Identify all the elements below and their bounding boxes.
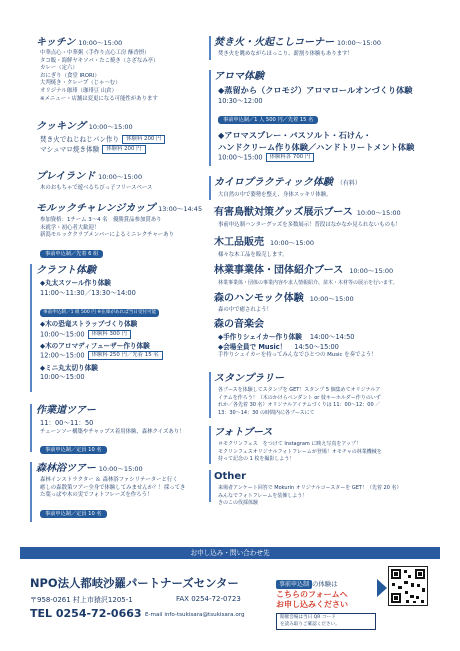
reservation-tag: 事前申込制 [276,580,312,589]
cooking-item: マシュマロ焼き体験 体験料 200 円 [40,145,211,155]
kitchen-line: おにぎり（食堂 IRORI） [40,72,100,79]
arrow-right-icon [377,579,387,597]
concert-line: 手作りシェイカーを持ってみんなでひとつの Music を奏でよう！ [218,352,377,359]
craft-item-label: ◆丸太スツール作り体験 [40,279,111,287]
pest-title: 有害鳥獣対策グッズ展示ブース [214,207,353,218]
kitchen-section [36,34,211,110]
challenge-section [36,200,211,256]
wood-section [214,236,446,262]
hammock-title: 森のハンモック体験 [214,293,304,304]
playland-title: プレイランド [36,171,96,182]
kitchen-line: 中華点心・中華粥（手作り点心工房 酥香摂） [40,50,150,56]
forest-line: 森林インストラクター ＆ 森林浴ファシリテーターと行く [40,477,178,483]
aroma-reservation-badge: 事前申込制／1 人 500 円／先着 15 名 [218,116,318,124]
photo-line: 持って記念の 1 枚を撮影しよう！ [218,456,295,463]
craft-item-time: 11:00～11:30／13:30～14:00 [40,288,136,297]
fire-divider [209,36,211,60]
stamp-line: 13：30～14：30 の時間内に各ブースにて [218,409,315,416]
kitchen-line: オリジナル珈琲（珈琲豆 山倉） [40,87,117,94]
chiro-line: 大自然の中で姿勢を整え、身体スッキリ体験。 [218,192,332,198]
contact-band: お申し込み・問い合わせ先 [20,547,440,559]
application-notice [276,571,376,630]
form-link-text: お申し込みください [276,600,348,609]
kitchen-line: タコ飯・海鮮ヤキソバ・たこ焼き（さざなみ亭） [40,57,159,64]
aroma-item-time: 10:30～12:00 [218,96,263,105]
forest-line: 癒しの森散策ツアー全身で体験してみませんか？！採ってき [40,484,186,491]
forestry-line: 林業事業体・団体の事業内容や求人情報紹介、苗木・木材等の展示を行います。 [218,280,398,286]
photo-section [214,424,446,466]
kitchen-line: カレー（定六） [40,65,78,72]
pest-time: 10:00～15:00 [356,209,401,217]
challenge-reservation-badge: 事前申込制／先着 6 組 [40,250,103,258]
challenge-time: 13:00～14:45 [158,205,203,213]
work-reservation-badge: 事前申込制／定員 10 名 [40,446,107,454]
hammock-time: 10:00～15:00 [309,295,354,303]
forestry-section [214,264,446,290]
chiro-section [214,174,446,202]
aroma-item-label: ハンドクリーム作り体験／ハンドトリートメント体験 [218,141,415,152]
aroma-item-time: 10:00～15:00 [218,153,263,162]
craft-reservation-badge: 事前申込制／1 組 500 円 ※在庫があれば当日受付可能 [40,309,159,317]
cooking-item: 焚き火でねじねじパン作り 体験料 200 円 [40,135,211,145]
aroma-section [214,68,446,168]
other-line: きのこの伐採体験 [218,500,259,507]
playland-line: 木のおもちゃで遊べるちびっ子フリースペース [40,185,153,191]
venue-note: 開催会場は当日 QR コード を読み取りご確認ください。 [276,613,376,630]
work-title: 作業道ツアー [36,405,96,416]
work-time: 11：00～11：50 [40,419,94,427]
concert-item-time: 14:00～14:50 [309,333,355,341]
craft-item-time: 12:00～15:00 [40,351,85,360]
concert-item-time: 14:50～15:00 [294,342,339,351]
challenge-line: 新潟モルッククラブメンバーによるミニレクチャーあり [40,232,174,239]
craft-item-label: ◆ミニ丸太切り体験 [40,363,98,372]
forest-title: 森林浴ツアー [36,463,96,474]
reservation-text: の体験は [312,580,338,588]
other-divider [209,470,211,502]
forest-line: た葉っぱや木の実でフォトフレーズを作ろう！ [40,492,153,499]
craft-item-label: ◆木の恐竜ストラップづくり体験 [40,320,138,329]
cooking-time: 10:00～15:00 [88,123,133,131]
challenge-line: 未就学・初心者大歓迎！ [40,224,100,231]
cooking-section [36,118,211,162]
forest-time: 10:00～15:00 [98,465,143,473]
left-column [36,34,211,524]
forest-reservation-badge: 事前申込制／定員 10 名 [40,510,107,518]
stamp-line: れか／各先着 30 名）オリジナルアイテムづくりは 11：00～12：00 ／ [218,402,381,409]
craft-divider [30,264,32,392]
concert-title: 森の音楽会 [214,319,264,330]
kitchen-time: 10:00～15:00 [78,39,123,47]
fax-number: FAX 0254-72-0723 [176,595,241,603]
photo-divider [209,426,211,464]
stamp-title: スタンプラリー [214,373,284,384]
kitchen-note: ※メニュー・店舗は変更になる可能性があります [40,95,158,102]
other-line: みんなでフォトフレームを装飾しよう！ [218,492,308,499]
kitchen-title: キッチン [36,37,76,48]
challenge-line: 参加資格：1チーム 3～4 名 優勝賞品参加賞あり [40,217,162,223]
other-title: Other [214,471,247,482]
wood-line: 様々な木工品を販売します。 [218,252,288,258]
fee-badge: 体験料 200 円 [102,145,145,154]
craft-title: クラフト体験 [36,265,96,276]
concert-item-label: ◆会場全員で Music！ [218,342,287,351]
other-line: 来場者アンケート回答で Mokurin オリジナルコースターを GET！（先着 20 名） [218,485,402,491]
email-address[interactable]: E-mail info-tsukisara@tsukisara.org [145,612,245,618]
fire-section [214,34,446,62]
form-link-text: こちらのフォームへ [276,590,348,599]
aroma-item-label: ◆アロマスプレー・バスソルト・石けん・ [218,130,372,141]
hammock-section [214,292,446,316]
photo-title: フォトブース [214,427,273,438]
fee-badge: 体験料 300 円 [88,330,131,339]
stamp-line: 各ブースを体験してスタンプを GET！スタンプ 5 個集めてオリジナルア [218,387,381,393]
forestry-title: 林業事業体・団体紹介ブース [214,265,344,276]
hammock-line: 森の中で癒されよう！ [218,307,272,313]
craft-item-time: 10:00～15:00 [40,330,85,339]
aroma-item-label: ◆蒸留から（クロモジ）アロマロールオンづくり体験 [218,85,413,95]
chiro-title: カイロプラクティック体験 [214,177,333,188]
photo-line: モクリンフェスオリジナルフォトフレームが登場！オモチャの林業機械を [218,448,382,455]
address: 〒958-0261 村上市猿沢1205-1 [30,596,133,604]
wood-time: 10:00～15:00 [270,239,314,247]
forestry-time: 10:00～15:00 [349,267,394,275]
fire-title: 焚き火・火起こしコーナー [214,37,334,48]
work-divider [30,404,32,452]
concert-section [214,318,446,368]
stamp-line: イテムを作ろう！（木のかけらペンダント or 枝キーホルダー作りのいず [218,394,381,401]
cooking-title: クッキング [36,121,86,132]
phone-number: TEL 0254-72-0663 [30,607,142,620]
organization-name: NPO法人都岐沙羅パートナーズセンター [30,576,239,590]
contact-footer [0,547,460,651]
forest-bath-section [36,460,211,524]
aroma-title: アロマ体験 [214,71,264,82]
qr-code-icon[interactable] [388,566,428,606]
challenge-title: モルックチャレンジカップ [36,203,156,214]
wood-title: 木工品販売 [214,237,264,248]
playland-time: 10:00～15:00 [98,173,143,181]
craft-item-time: 10:00～15:00 [40,373,85,382]
chiro-note: （有料） [336,180,361,187]
fire-time: 10:00～15:00 [337,39,381,47]
fire-line: 焚き火を眺めながらほっこり、薪割り体験もあります！ [218,51,353,57]
stamp-divider [209,372,211,418]
pest-line: 事前申込制ハンターグッズを多数展示！普段はなかなか見られないものも！ [218,222,401,228]
right-column [214,34,446,507]
forest-divider [30,462,32,522]
pest-section [214,206,446,234]
fee-badge: 体験料各 700 円 [266,153,315,162]
chiro-divider [209,176,211,200]
craft-section [36,262,211,394]
work-road-section [36,402,211,454]
other-section [214,468,446,507]
concert-item-label: ◆手作りシェイカー作り体験 [218,333,302,341]
fee-badge: 体験料 250 円／先着 15 名 [88,351,163,360]
fee-badge: 体験料 200 円 [122,135,165,144]
playland-section [36,168,211,194]
craft-item-label: ◆木のアロマディフューザー作り体験 [40,341,150,350]
stamp-section [214,370,446,420]
photo-line: ＃モクリンフェス をつけて Instagram に映え写真をアップ！ [218,441,362,447]
aroma-divider [209,70,211,166]
kitchen-line: 大判焼き・クレープ（じゃ〜む） [40,80,121,87]
work-line: チェーンソー構築やチャップス着用体験、森林クイズあり！ [40,428,185,435]
